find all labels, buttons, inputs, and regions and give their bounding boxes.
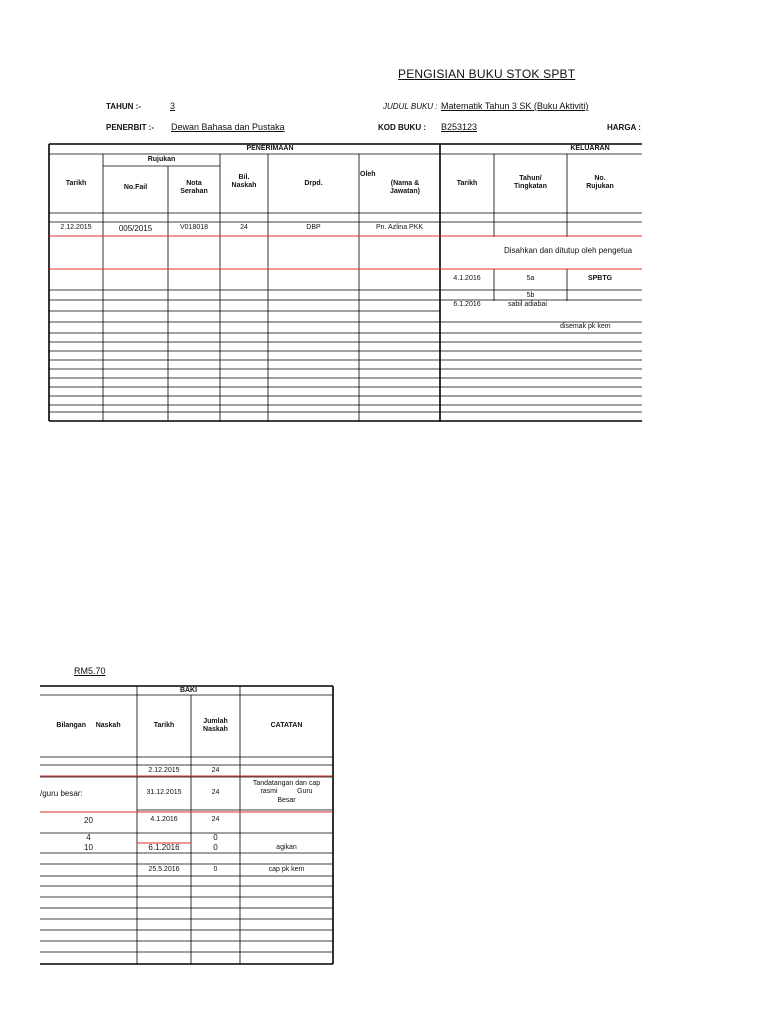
bilangan-naskah-header: Bilangan Naskah (56, 722, 121, 729)
row1-bil: 24 (240, 224, 248, 231)
row1-oleh: Pn. Azlina PKK (375, 224, 424, 231)
r2-catatan: Tandatangan dan cap rasmi Guru Besar (252, 780, 321, 804)
tarikh-keluaran-header: Tarikh (456, 180, 478, 187)
r1-jumlah: 24 (211, 767, 220, 774)
rujukan-header: Rujukan (147, 156, 176, 163)
k3-tingkatan: sabil adiabai (508, 301, 547, 308)
r3-jumlah: 24 (211, 816, 220, 823)
jumlah-naskah-header: Jumlah Naskah (203, 718, 228, 734)
kod-label: KOD BUKU : (378, 123, 426, 132)
note-disahkan: Disahkan dan ditutup oleh pengetua (504, 246, 633, 255)
penerimaan-header: PENERIMAAN (246, 145, 294, 152)
tahun-label: TAHUN :- (106, 102, 141, 111)
nama-jawatan-header: (Nama & Jawatan) (390, 180, 420, 196)
row1-nota: V018018 (179, 224, 209, 231)
r5-bilangan: 10 (84, 843, 93, 852)
catatan-header: CATATAN (270, 722, 303, 729)
tahun-value: 3 (170, 101, 176, 111)
penerbit-label: PENERBIT :- (106, 123, 154, 132)
penerbit-value: Dewan Bahasa dan Pustaka (171, 122, 285, 132)
tahun-tingkatan-header: Tahun/ Tingkatan (514, 175, 547, 191)
k1-tingkatan: 5a (526, 275, 535, 282)
judul-value: Matematik Tahun 3 SK (Buku Aktiviti) (441, 101, 589, 111)
r3-tarikh: 4.1.2016 (150, 816, 178, 823)
k3-tarikh: 6.1.2016 (453, 301, 481, 308)
r6-jumlah: 0 (213, 866, 218, 873)
harga-label: HARGA : (607, 123, 641, 132)
r6-catatan: cap pk kem (268, 866, 305, 873)
row1-no-fail: 005/2015 (118, 224, 153, 233)
no-fail-header: No.Fail (123, 184, 148, 191)
page-title: PENGISIAN BUKU STOK SPBT (398, 67, 576, 81)
r6-tarikh: 25.5.2016 (148, 866, 180, 873)
kod-value: B253123 (441, 122, 478, 132)
drpd-header: Drpd. (304, 180, 323, 187)
r4-bilangan: 4 (86, 833, 91, 842)
r5-jumlah: 0 (213, 843, 218, 852)
r2-bilangan: /guru besar: (40, 789, 83, 798)
bil-naskah-header: Bil. Naskah (231, 174, 257, 190)
harga-value: RM5.70 (74, 666, 106, 676)
r3-bilangan: 20 (84, 816, 93, 825)
note-disemak: disemak pk kem (560, 323, 611, 330)
row1-tarikh: 2.12.2015 (60, 224, 92, 231)
k1-rujukan: SPBTG (587, 275, 613, 282)
r5-catatan: agikan (276, 844, 297, 851)
r2-tarikh: 31.12.2015 (146, 789, 182, 796)
oleh-header: Oleh (360, 171, 376, 178)
k1-tarikh: 4.1.2016 (453, 275, 481, 282)
no-rujukan-header: No. Rujukan (586, 175, 614, 191)
baki-header: BAKI (179, 687, 198, 694)
r2-jumlah: 24 (211, 789, 220, 796)
r5-tarikh: 6.1.2016 (148, 843, 180, 852)
k2-tingkatan: 5b (526, 292, 535, 299)
r1-tarikh: 2.12.2015 (148, 767, 180, 774)
nota-serahan-header: Nota Serahan (180, 180, 208, 196)
tarikh-header: Tarikh (65, 180, 87, 187)
keluaran-header: KELUARAN (570, 145, 610, 152)
row1-drpd: DBP (306, 224, 321, 231)
judul-label: JUDUL BUKU : (383, 102, 438, 111)
r4-jumlah: 0 (213, 833, 218, 842)
baki-tarikh-header: Tarikh (153, 722, 175, 729)
